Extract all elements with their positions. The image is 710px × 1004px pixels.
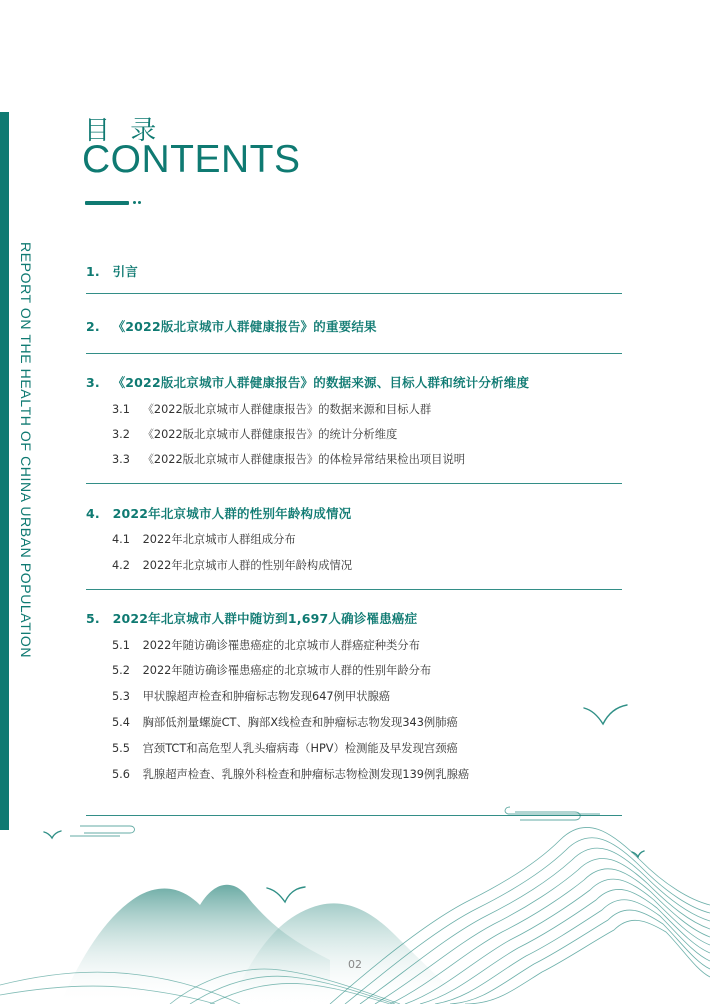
toc-entry-3-1[interactable] — [112, 401, 431, 417]
toc-entry-title: 2022年北京城市人群中随访到1,697人确诊罹患癌症 — [112, 611, 418, 626]
toc-entry-5-4[interactable] — [112, 714, 458, 730]
toc-entry-number: 5. — [86, 611, 100, 626]
toc-entry-5-3[interactable] — [112, 688, 390, 704]
toc-entry-5[interactable] — [86, 609, 417, 627]
title-dot — [133, 201, 136, 204]
toc-entry-title: 《2022版北京城市人群健康报告》的重要结果 — [112, 319, 377, 334]
side-report-title: REPORT ON THE HEALTH OF CHINA URBAN POPULATION — [18, 242, 34, 659]
toc-entry-5-6[interactable] — [112, 766, 469, 782]
toc-entry-5-5[interactable] — [112, 740, 458, 756]
toc-entry-5-1[interactable] — [112, 637, 420, 653]
toc-entry-title: 2022年北京城市人群组成分布 — [142, 533, 296, 546]
toc-entry-number: 4.2 — [112, 559, 130, 572]
toc-entry-title: 2022年北京城市人群的性别年龄构成情况 — [142, 559, 353, 572]
toc-entry-title: 胸部低剂量螺旋CT、胸部X线检查和肿瘤标志物发现343例肺癌 — [142, 716, 458, 729]
toc-entry-title: 引言 — [112, 264, 138, 279]
toc-entry-title: 2022年随访确诊罹患癌症的北京城市人群癌症种类分布 — [142, 639, 420, 652]
section-divider — [86, 293, 622, 294]
toc-title-chinese: 目 录 — [84, 116, 163, 146]
side-accent-bar — [0, 112, 9, 830]
toc-entry-number: 3.1 — [112, 403, 130, 416]
toc-entry-number: 5.3 — [112, 690, 130, 703]
toc-entry-number: 3.3 — [112, 453, 130, 466]
toc-entry-number: 4.1 — [112, 533, 130, 546]
toc-entry-title: 《2022版北京城市人群健康报告》的体检异常结果检出项目说明 — [142, 453, 466, 466]
toc-entry-3[interactable] — [86, 373, 529, 391]
section-divider — [86, 815, 622, 816]
toc-entry-title: 《2022版北京城市人群健康报告》的数据来源、目标人群和统计分析维度 — [112, 375, 530, 390]
toc-entry-title: 乳腺超声检查、乳腺外科检查和肿瘤标志物检测发现139例乳腺癌 — [142, 768, 470, 781]
toc-entry-1[interactable] — [86, 262, 138, 280]
toc-entry-number: 5.6 — [112, 768, 130, 781]
toc-entry-number: 5.2 — [112, 664, 130, 677]
title-dot — [138, 201, 141, 204]
toc-entry-number: 5.5 — [112, 742, 130, 755]
toc-entry-title: 《2022版北京城市人群健康报告》的统计分析维度 — [142, 428, 398, 441]
section-divider — [86, 483, 622, 484]
section-divider — [86, 353, 622, 354]
toc-entry-number: 3.2 — [112, 428, 130, 441]
toc-entry-title: 2022年随访确诊罹患癌症的北京城市人群的性别年龄分布 — [142, 664, 432, 677]
page-number: 02 — [348, 958, 362, 971]
toc-entry-4[interactable] — [86, 504, 351, 522]
toc-entry-5-2[interactable] — [112, 662, 431, 678]
toc-entry-title: 甲状腺超声检查和肿瘤标志物发现647例甲状腺癌 — [142, 690, 391, 703]
toc-entry-4-2[interactable] — [112, 557, 352, 573]
toc-entry-title: 宫颈TCT和高危型人乳头瘤病毒（HPV）检测能及早发现宫颈癌 — [142, 742, 458, 755]
toc-entry-3-2[interactable] — [112, 426, 397, 442]
toc-entry-number: 5.1 — [112, 639, 130, 652]
title-underline — [85, 201, 129, 205]
toc-entry-title: 2022年北京城市人群的性别年龄构成情况 — [112, 506, 352, 521]
toc-entry-4-1[interactable] — [112, 531, 296, 547]
toc-title-english: CONTENTS — [82, 138, 301, 181]
toc-entry-number: 3. — [86, 375, 100, 390]
toc-entry-number: 2. — [86, 319, 100, 334]
section-divider — [86, 589, 622, 590]
toc-entry-number: 4. — [86, 506, 100, 521]
toc-entry-number: 5.4 — [112, 716, 130, 729]
toc-entry-number: 1. — [86, 264, 100, 279]
toc-entry-title: 《2022版北京城市人群健康报告》的数据来源和目标人群 — [142, 403, 432, 416]
toc-entry-2[interactable] — [86, 317, 377, 335]
toc-entry-3-3[interactable] — [112, 451, 465, 467]
